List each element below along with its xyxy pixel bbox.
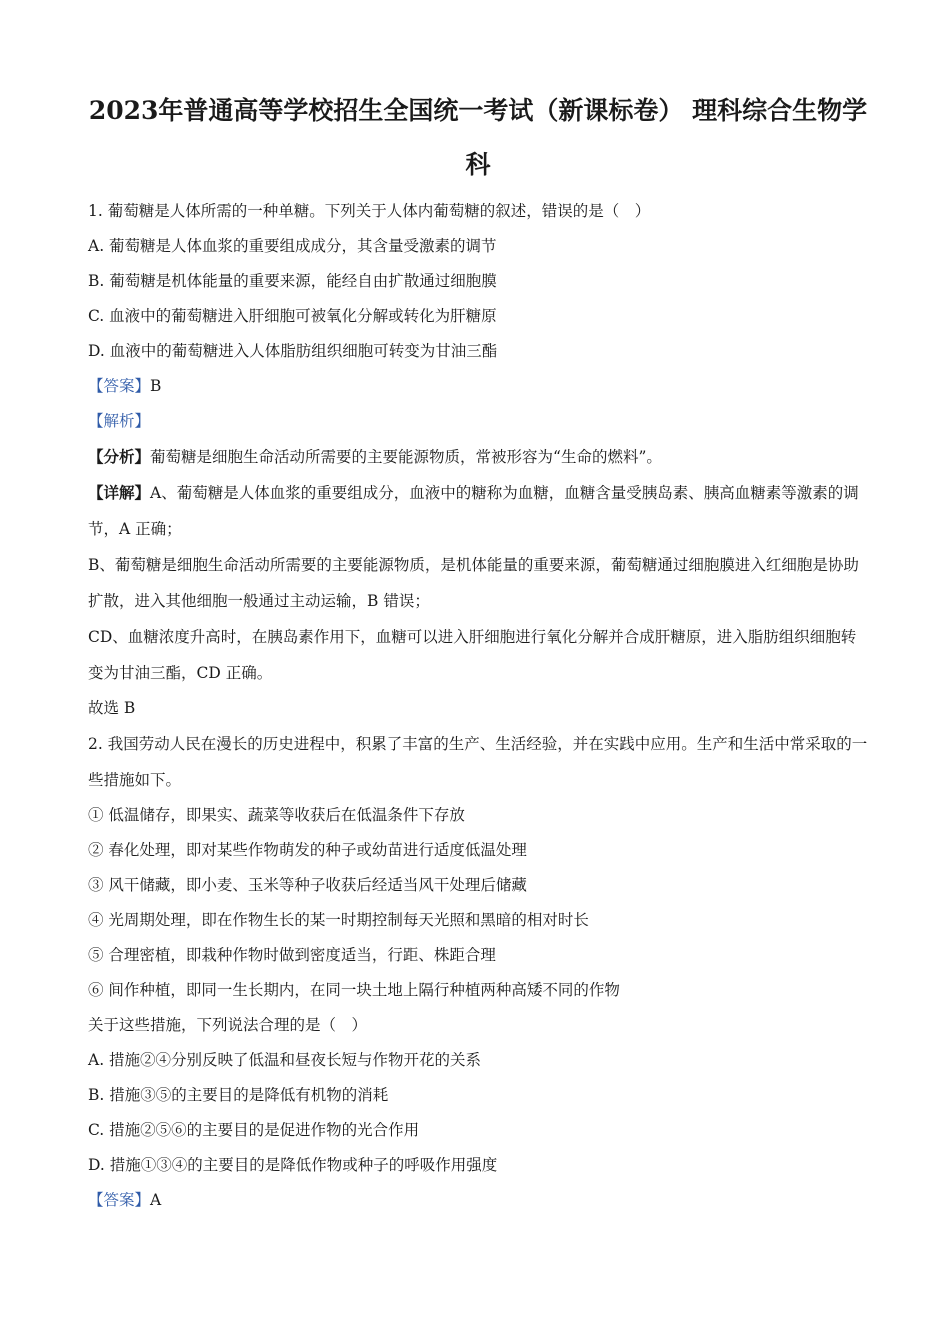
- question-1-option-d: D. 血液中的葡萄糖进入人体脂肪组织细胞可转变为甘油三酯: [88, 342, 498, 360]
- answer-value: A: [150, 1191, 162, 1209]
- question-1-answer: [88, 369, 868, 404]
- answer-value: B: [150, 377, 162, 395]
- answer-label: 【答案】: [88, 377, 151, 395]
- question-2-stem: 2. 我国劳动人民在漫长的历史进程中，积累了丰富的生产、生活经验，并在实践中应用。生产和生活中常采取的一些措施如下。: [88, 735, 868, 789]
- question-2-measure-5: ⑤ 合理密植，即栽种作物时做到密度适当，行距、株距合理: [88, 946, 496, 964]
- analysis-label: 【解析】: [88, 412, 151, 430]
- question-1-xiangjie-a: [88, 475, 868, 547]
- question-1-conclusion: 故选 B: [88, 699, 136, 717]
- document-title-continued: 科: [465, 150, 491, 179]
- document-title: 2023年普通高等学校招生全国统一考试（新课标卷） 理科综合生物学: [88, 96, 868, 125]
- question-1-analysis-heading: [88, 404, 868, 439]
- fenxi-text: 葡萄糖是细胞生命活动所需要的主要能源物质，常被形容为“生命的燃料”。: [150, 448, 662, 466]
- question-1-xiangjie-cd: CD、血糖浓度升高时，在胰岛素作用下，血糖可以进入肝细胞进行氧化分解并合成肝糖原，进入脂肪组织细胞转变为甘油三酯，CD 正确。: [88, 628, 857, 682]
- question-2-question: 关于这些措施，下列说法合理的是（ ）: [88, 1016, 368, 1034]
- question-1-option-b: B. 葡萄糖是机体能量的重要来源，能经自由扩散通过细胞膜: [88, 272, 497, 290]
- question-2-answer: [88, 1183, 868, 1218]
- question-2-option-b: B. 措施③⑤的主要目的是降低有机物的消耗: [88, 1086, 389, 1104]
- question-1-option-a: A. 葡萄糖是人体血浆的重要组成成分，其含量受激素的调节: [88, 237, 497, 255]
- question-2-measure-1: ① 低温储存，即果实、蔬菜等收获后在低温条件下存放: [88, 806, 465, 824]
- question-2-measure-6: ⑥ 间作种植，即同一生长期内，在同一块土地上隔行种植两种高矮不同的作物: [88, 981, 620, 999]
- question-2-measure-3: ③ 风干储藏，即小麦、玉米等种子收获后经适当风干处理后储藏: [88, 876, 527, 894]
- question-1-option-c: C. 血液中的葡萄糖进入肝细胞可被氧化分解或转化为肝糖原: [88, 307, 497, 325]
- xiangjie-label: 【详解】: [88, 483, 151, 502]
- question-2-measure-4: ④ 光周期处理，即在作物生长的某一时期控制每天光照和黑暗的相对时长: [88, 911, 589, 929]
- question-1-stem: 1. 葡萄糖是人体所需的一种单糖。下列关于人体内葡萄糖的叙述，错误的是（ ）: [88, 202, 651, 220]
- fenxi-label: 【分析】: [88, 447, 151, 466]
- question-2-measure-2: ② 春化处理，即对某些作物萌发的种子或幼苗进行适度低温处理: [88, 841, 527, 859]
- question-2-option-c: C. 措施②⑤⑥的主要目的是促进作物的光合作用: [88, 1121, 420, 1139]
- xiangjie-a-text: A、葡萄糖是人体血浆的重要组成分，血液中的糖称为血糖，血糖含量受胰岛素、胰高血糖素等激素的调节，A 正确；: [88, 484, 859, 538]
- answer-label: 【答案】: [88, 1191, 151, 1209]
- question-1-xiangjie-b: B、葡萄糖是细胞生命活动所需要的主要能源物质，是机体能量的重要来源，葡萄糖通过细胞膜进入红细胞是协助扩散，进入其他细胞一般通过主动运输，B 错误；: [88, 556, 859, 610]
- question-1-fenxi: [88, 439, 868, 475]
- question-2-option-a: A. 措施②④分别反映了低温和昼夜长短与作物开花的关系: [88, 1051, 482, 1069]
- question-2-option-d: D. 措施①③④的主要目的是降低作物或种子的呼吸作用强度: [88, 1156, 498, 1174]
- document-page: [88, 82, 868, 1218]
